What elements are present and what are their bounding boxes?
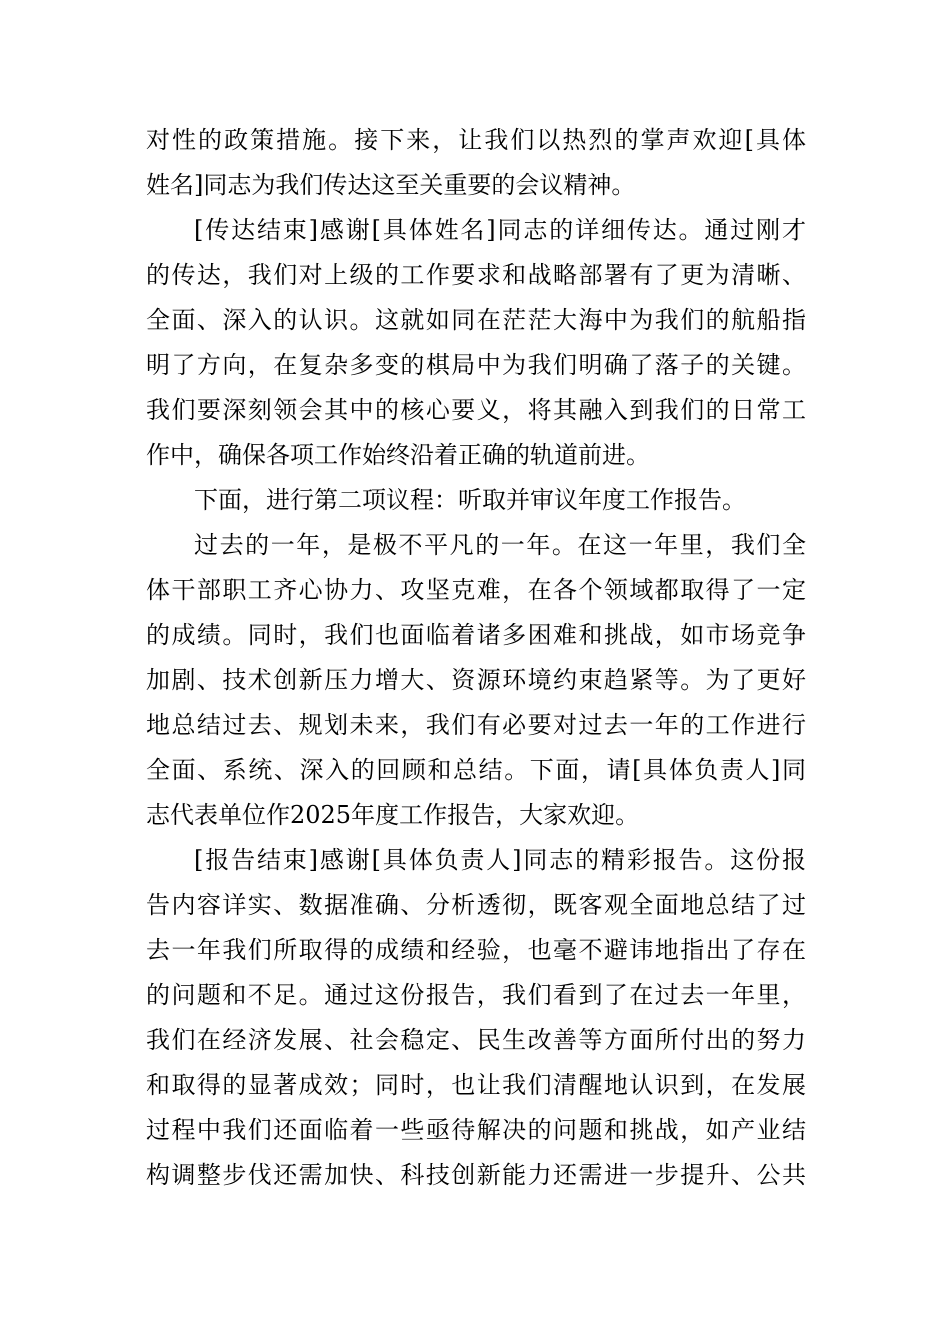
text-line: 去一年我们所取得的成绩和经验，也毫不避讳地指出了存在 xyxy=(146,936,806,964)
text-line: 地总结过去、规划未来，我们有必要对过去一年的工作进行 xyxy=(146,711,806,739)
text-line: 姓名]同志为我们传达这至关重要的会议精神。 xyxy=(146,171,636,199)
text-line: 的问题和不足。通过这份报告，我们看到了在过去一年里， xyxy=(146,981,806,1009)
text-line: 体干部职工齐心协力、攻坚克难，在各个领域都取得了一定 xyxy=(146,576,806,604)
text-line: 作中，确保各项工作始终沿着正确的轨道前进。 xyxy=(146,441,650,469)
text-line: 全面、深入的认识。这就如同在茫茫大海中为我们的航船指 xyxy=(146,306,806,334)
text-line: 志代表单位作2025年度工作报告，大家欢迎。 xyxy=(146,801,640,829)
text-line: 的成绩。同时，我们也面临着诸多困难和挑战，如市场竞争 xyxy=(146,621,806,649)
text-line: 我们在经济发展、社会稳定、民生改善等方面所付出的努力 xyxy=(146,1026,806,1054)
text-line: 过程中我们还面临着一些亟待解决的问题和挑战，如产业结 xyxy=(146,1116,806,1144)
text-line: 我们要深刻领会其中的核心要义，将其融入到我们的日常工 xyxy=(146,396,806,424)
paragraph-first-line: [报告结束]感谢[具体负责人]同志的精彩报告。这份报 xyxy=(194,846,806,874)
text-line: 全面、系统、深入的回顾和总结。下面，请[具体负责人]同 xyxy=(146,756,806,784)
text-line: 加剧、技术创新压力增大、资源环境约束趋紧等。为了更好 xyxy=(146,666,806,694)
paragraph-first-line: 过去的一年，是极不平凡的一年。在这一年里，我们全 xyxy=(194,531,806,559)
text-line: 构调整步伐还需加快、科技创新能力还需进一步提升、公共 xyxy=(146,1161,806,1189)
text-line: 和取得的显著成效；同时，也让我们清醒地认识到，在发展 xyxy=(146,1071,806,1099)
text-line: 告内容详实、数据准确、分析透彻，既客观全面地总结了过 xyxy=(146,891,806,919)
text-line: 对性的政策措施。接下来，让我们以热烈的掌声欢迎[具体 xyxy=(146,126,806,154)
text-line: 的传达，我们对上级的工作要求和战略部署有了更为清晰、 xyxy=(146,261,806,289)
paragraph-first-line: [传达结束]感谢[具体姓名]同志的详细传达。通过刚才 xyxy=(194,216,806,244)
text-line: 明了方向，在复杂多变的棋局中为我们明确了落子的关键。 xyxy=(146,351,806,379)
paragraph-first-line: 下面，进行第二项议程：听取并审议年度工作报告。 xyxy=(194,486,746,514)
